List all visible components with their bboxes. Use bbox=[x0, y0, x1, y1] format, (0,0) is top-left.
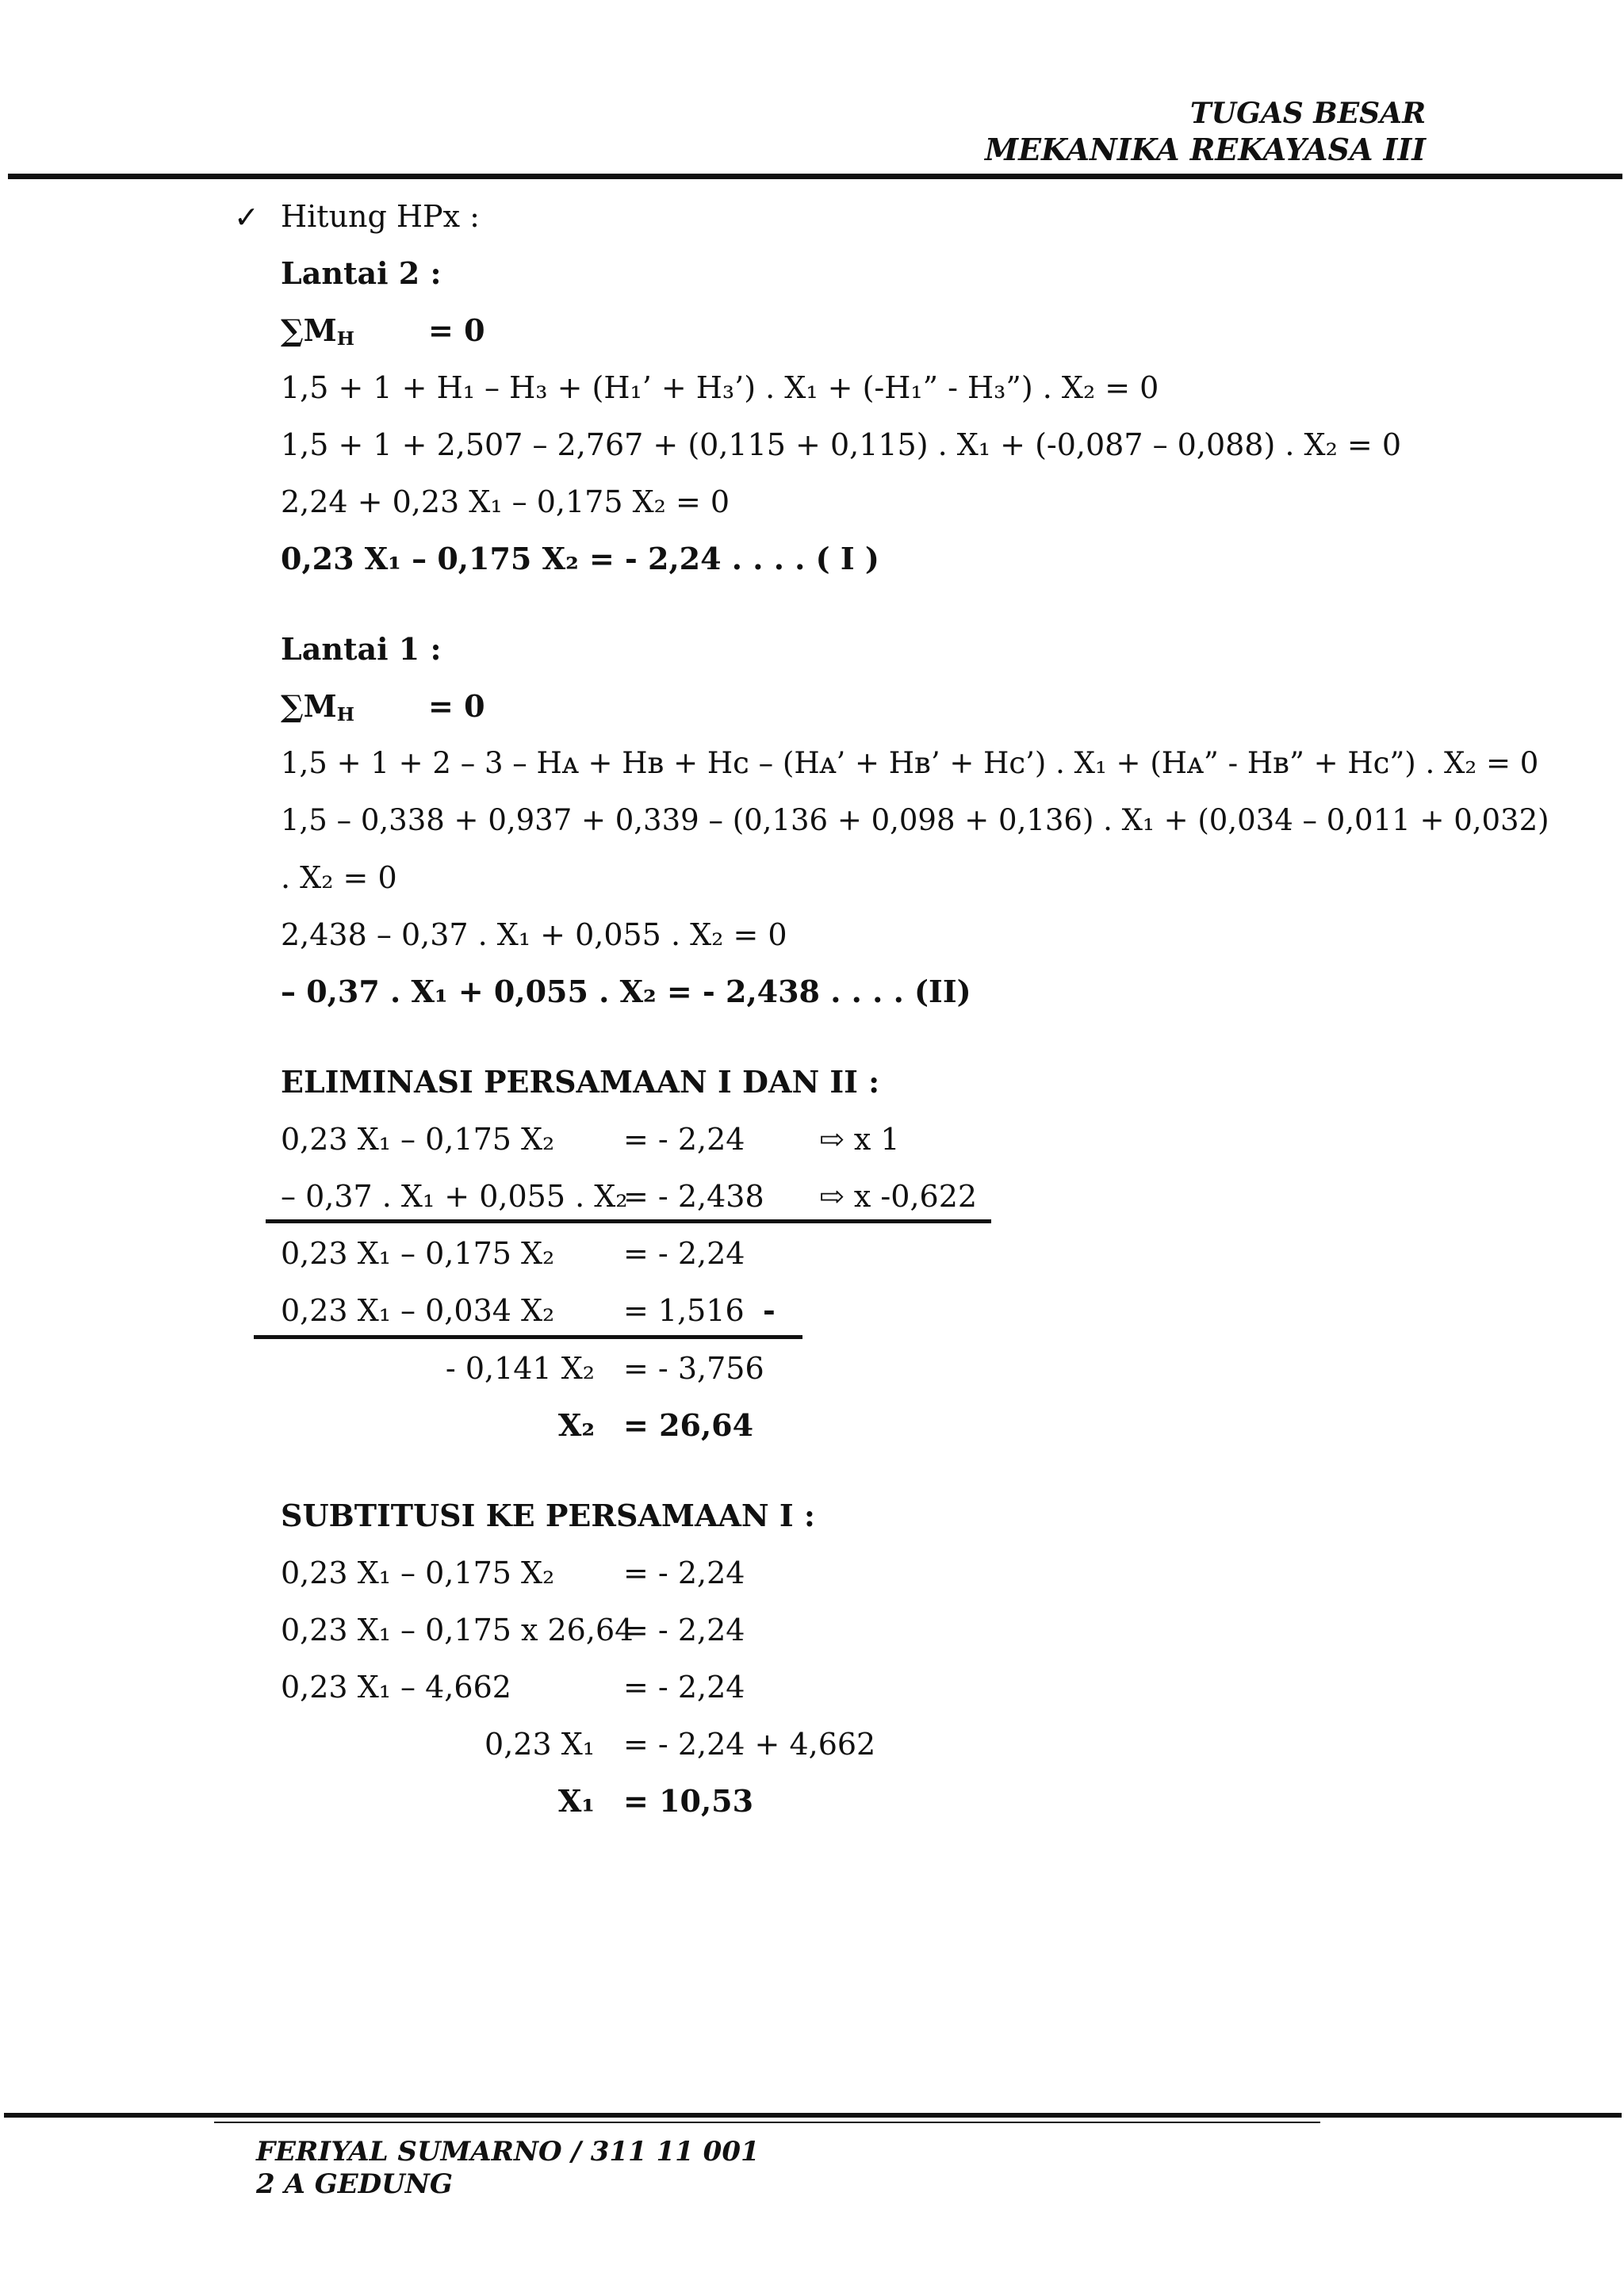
sum-subscript: H bbox=[336, 703, 354, 726]
lantai1-eq4: – 0,37 . X₁ + 0,055 . X₂ = - 2,438 . . . . (II) bbox=[281, 974, 971, 1009]
lantai1-eq2b: . X₂ = 0 bbox=[281, 860, 397, 895]
elim-row4-left: 0,23 X₁ – 0,034 X₂ bbox=[281, 1293, 555, 1328]
elim-result-left: - 0,141 X₂ bbox=[445, 1351, 595, 1386]
lantai1-eq3: 2,438 – 0,37 . X₁ + 0,055 . X₂ = 0 bbox=[281, 917, 787, 952]
subs-row1-left: 0,23 X₁ – 0,175 X₂ bbox=[281, 1556, 555, 1590]
subs-row3-eq: = - 2,24 bbox=[623, 1670, 745, 1705]
subs-final-eq: = 10,53 bbox=[623, 1783, 754, 1819]
subs-row4-eq: = - 2,24 + 4,662 bbox=[623, 1727, 876, 1762]
footer-author: FERIYAL SUMARNO / 311 11 001 bbox=[256, 2136, 760, 2168]
elim-row2-left: – 0,37 . X₁ + 0,055 . X₂ bbox=[281, 1179, 628, 1214]
lantai2-eq4: 0,23 X₁ – 0,175 X₂ = - 2,24 . . . . ( I ) bbox=[281, 541, 879, 576]
lantai1-title: Lantai 1 : bbox=[281, 631, 442, 667]
subs-row4-left: 0,23 X₁ bbox=[485, 1727, 595, 1762]
lantai1-eq2a: 1,5 – 0,338 + 0,937 + 0,339 – (0,136 + 0,098 + 0,136) . X₁ + (0,034 – 0,011 + 0,032) bbox=[281, 803, 1549, 837]
elim-row1-op: ⇨ x 1 bbox=[819, 1122, 900, 1157]
lantai1-sum-moment bbox=[281, 688, 485, 726]
lantai1-eq1: 1,5 + 1 + 2 – 3 – Hᴀ + Hʙ + Hᴄ – (Hᴀ’ + Hʙ’ + Hᴄ’) . X₁ + (Hᴀ” - Hʙ” + Hᴄ”) . X₂ = 0 bbox=[281, 746, 1539, 780]
footer-rule-thin bbox=[214, 2122, 1320, 2123]
subs-row2-eq: = - 2,24 bbox=[623, 1613, 745, 1647]
intro-text: Hitung HPx : bbox=[281, 199, 480, 234]
footer-rule-thick bbox=[4, 2113, 1622, 2118]
elim-subtract-mark: - bbox=[763, 1292, 776, 1328]
subs-row1-eq: = - 2,24 bbox=[623, 1556, 745, 1590]
sum-equals: = 0 bbox=[428, 688, 485, 724]
lantai2-eq3: 2,24 + 0,23 X₁ – 0,175 X₂ = 0 bbox=[281, 484, 730, 519]
elim-final-left: X₂ bbox=[557, 1407, 595, 1443]
eliminasi-title: ELIMINASI PERSAMAAN I DAN II : bbox=[281, 1064, 880, 1100]
elim-row1-left: 0,23 X₁ – 0,175 X₂ bbox=[281, 1122, 555, 1157]
sum-equals: = 0 bbox=[428, 312, 485, 348]
elim-row3-left: 0,23 X₁ – 0,175 X₂ bbox=[281, 1236, 555, 1271]
subs-final-left: X₁ bbox=[557, 1783, 595, 1819]
elim-row2-eq: = - 2,438 bbox=[623, 1179, 764, 1214]
sum-symbol: ∑M bbox=[281, 312, 337, 348]
elim-result-eq: = - 3,756 bbox=[623, 1351, 764, 1386]
elim-rule-2 bbox=[254, 1335, 802, 1339]
header-rule bbox=[8, 174, 1622, 179]
header-title-line2: MEKANIKA REKAYASA III bbox=[985, 132, 1426, 167]
sum-subscript: H bbox=[336, 327, 354, 350]
lantai2-eq2: 1,5 + 1 + 2,507 – 2,767 + (0,115 + 0,115) . X₁ + (-0,087 – 0,088) . X₂ = 0 bbox=[281, 427, 1401, 462]
header-title-line1: TUGAS BESAR bbox=[1189, 97, 1426, 130]
elim-final-eq: = 26,64 bbox=[623, 1407, 754, 1443]
elim-rule-1 bbox=[266, 1219, 991, 1223]
sum-symbol: ∑M bbox=[281, 688, 337, 724]
elim-row2-op: ⇨ x -0,622 bbox=[819, 1179, 978, 1214]
elim-row3-eq: = - 2,24 bbox=[623, 1236, 745, 1271]
subs-row2-left: 0,23 X₁ – 0,175 x 26,64 bbox=[281, 1613, 634, 1647]
substitusi-title: SUBTITUSI KE PERSAMAAN I : bbox=[281, 1498, 815, 1533]
footer-class: 2 A GEDUNG bbox=[256, 2168, 453, 2200]
checkmark-icon: ✓ bbox=[234, 200, 259, 235]
lantai2-eq1: 1,5 + 1 + H₁ – H₃ + (H₁’ + H₃’) . X₁ + (-H₁” - H₃”) . X₂ = 0 bbox=[281, 370, 1159, 405]
subs-row3-left: 0,23 X₁ – 4,662 bbox=[281, 1670, 511, 1705]
lantai2-sum-moment bbox=[281, 312, 485, 350]
elim-row4-eq: = 1,516 bbox=[623, 1293, 745, 1328]
lantai2-title: Lantai 2 : bbox=[281, 255, 442, 291]
elim-row1-eq: = - 2,24 bbox=[623, 1122, 745, 1157]
